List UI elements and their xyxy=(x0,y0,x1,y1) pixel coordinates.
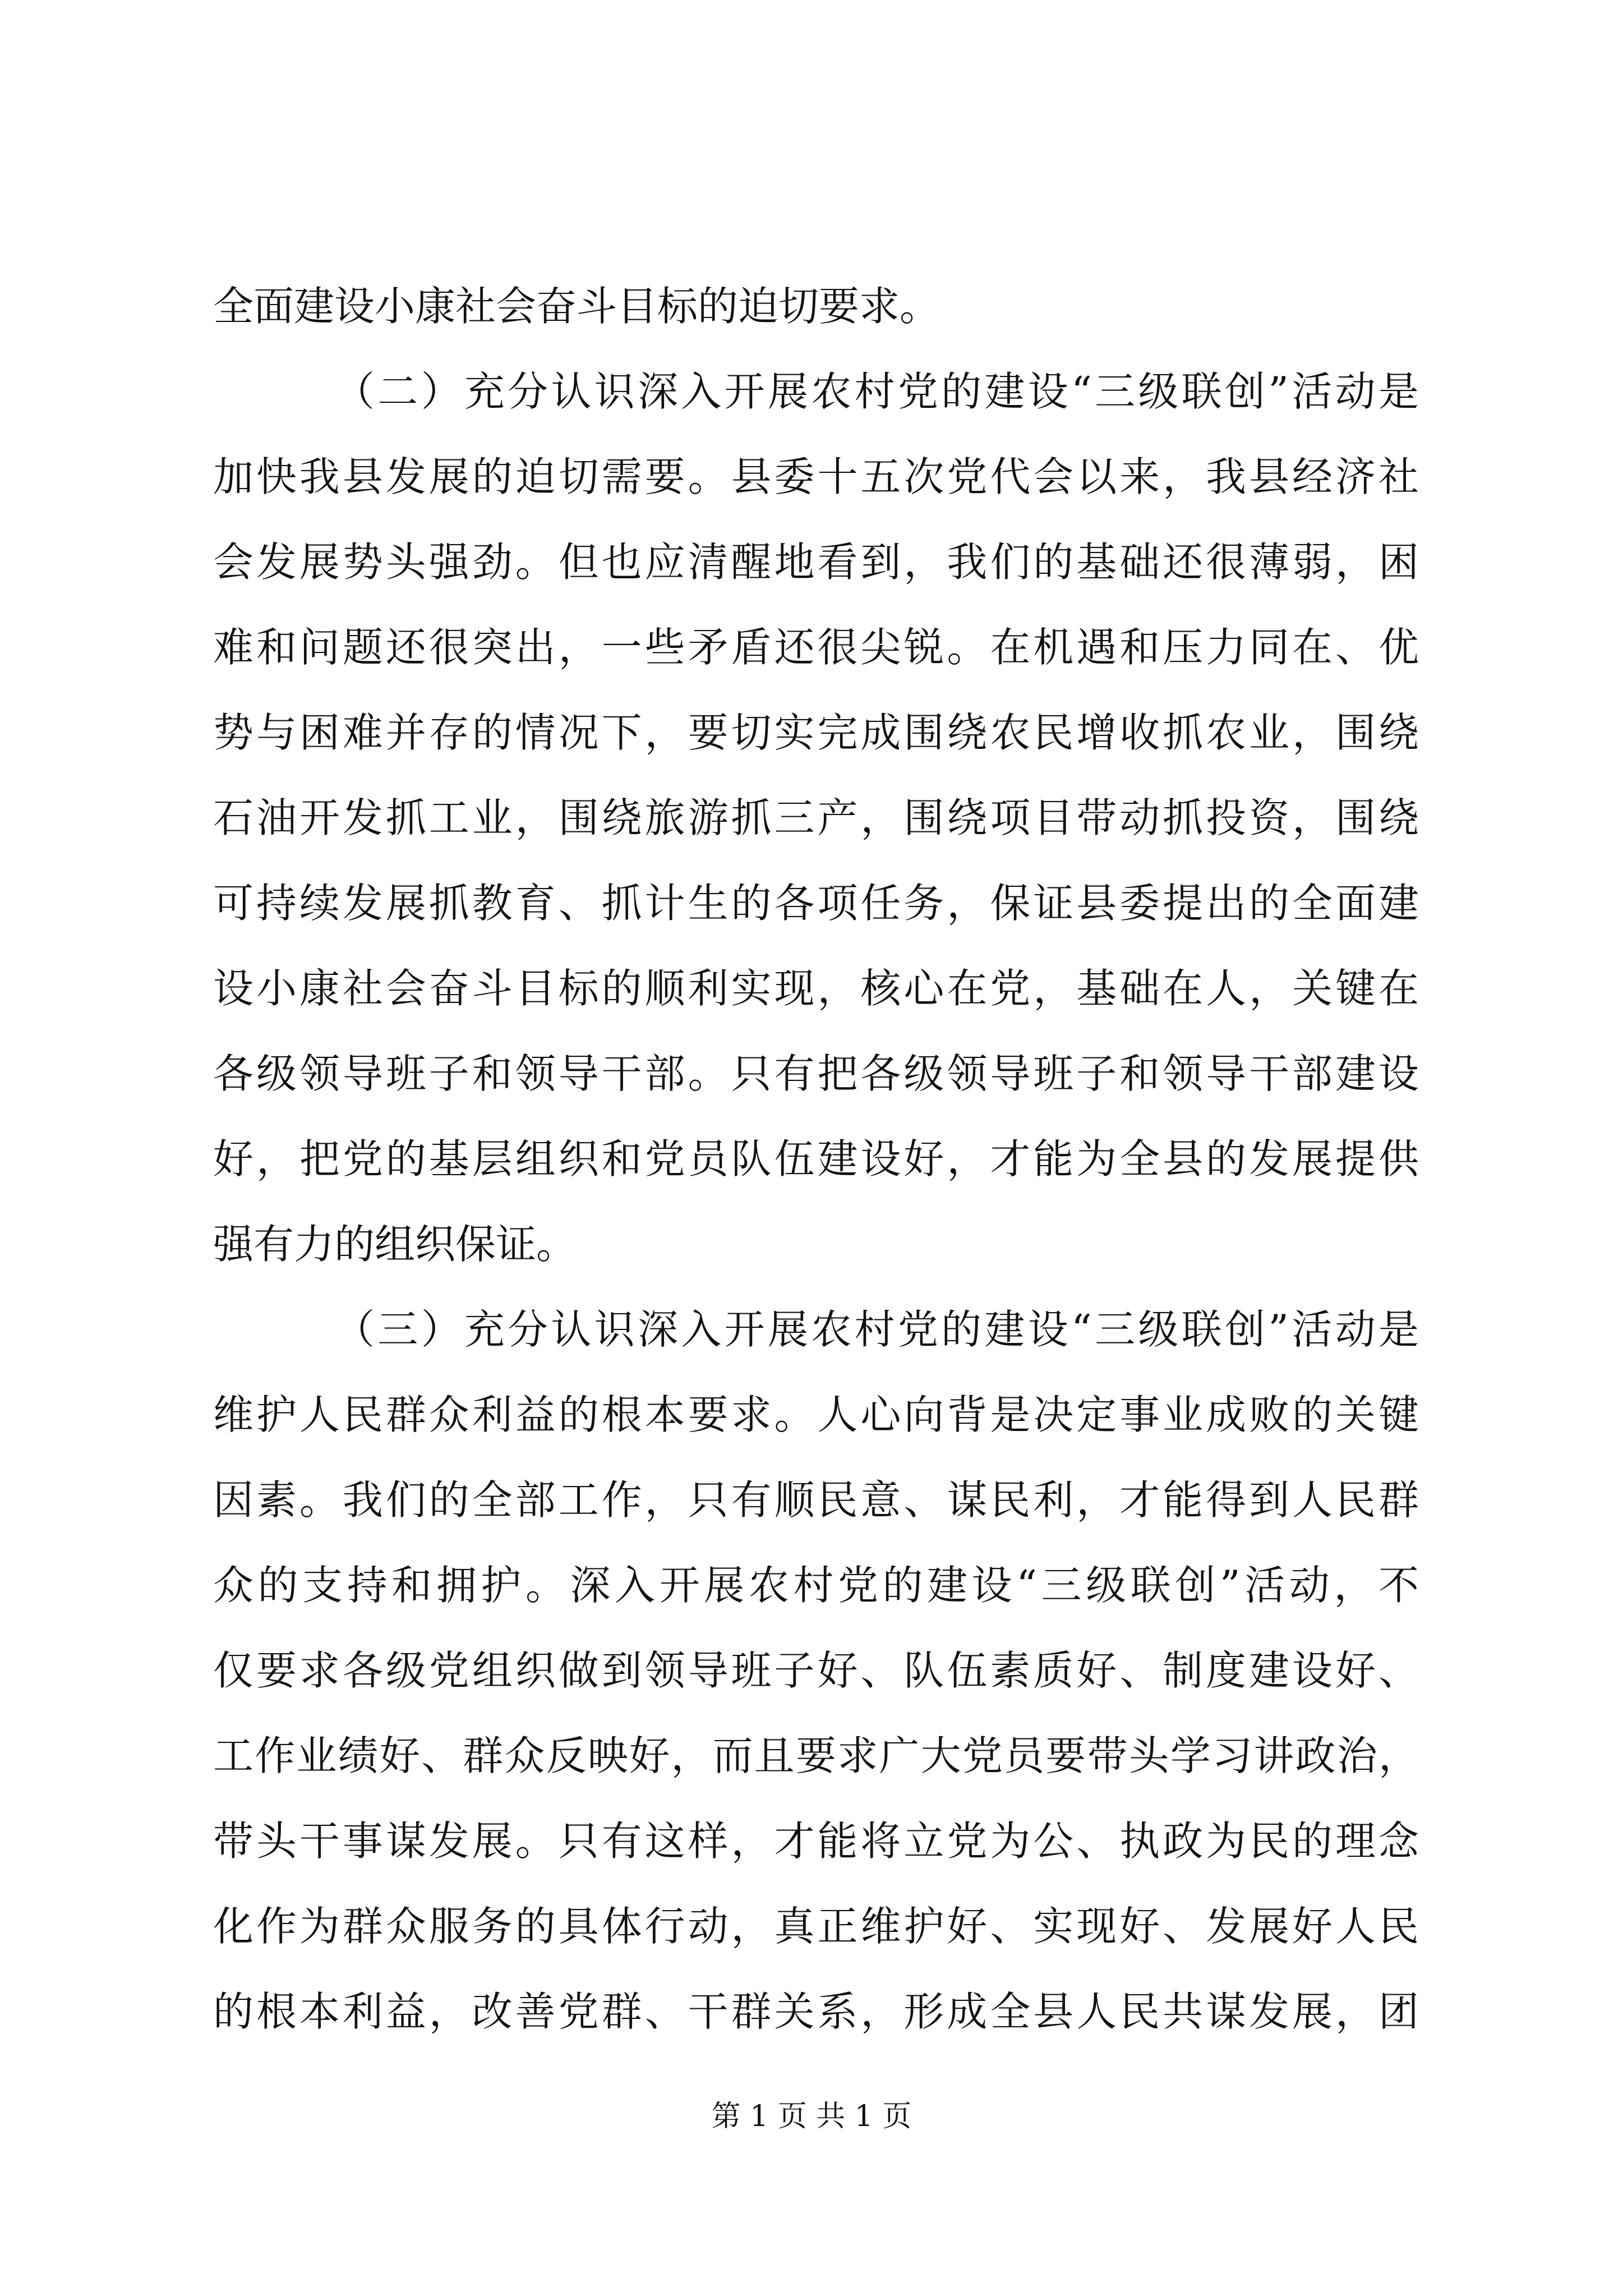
paragraph-line: 的根本利益，改善党群、干群关系，形成全县人民共谋发展，团 xyxy=(213,1988,1419,2035)
paragraph-line: 众的支持和拥护。深入开展农村党的建设“三级联创”活动，不 xyxy=(213,1562,1419,1609)
paragraph-line: 工作业绩好、群众反映好，而且要求广大党员要带头学习讲政治， xyxy=(213,1732,1419,1779)
paragraph-line: （三）充分认识深入开展农村党的建设“三级联创”活动是 xyxy=(334,1306,1419,1353)
paragraph-line: 带头干事谋发展。只有这样，才能将立党为公、执政为民的理念 xyxy=(213,1818,1419,1865)
paragraph-line: 设小康社会奋斗目标的顺利实现，核心在党，基础在人，关键在 xyxy=(213,965,1419,1012)
paragraph-line: 化作为群众服务的具体行动，真正维护好、实现好、发展好人民 xyxy=(213,1903,1419,1950)
paragraph-line: 全面建设小康社会奋斗目标的迫切要求。 xyxy=(213,283,940,330)
page-number: 第 1 页 共 1 页 xyxy=(711,2100,912,2133)
paragraph-line: 石油开发抓工业，围绕旅游抓三产，围绕项目带动抓投资，围绕 xyxy=(213,794,1419,841)
paragraph-line: 会发展势头强劲。但也应清醒地看到，我们的基础还很薄弱，困 xyxy=(213,539,1419,586)
paragraph-line: 维护人民群众利益的根本要求。人心向背是决定事业成败的关键 xyxy=(213,1391,1419,1438)
paragraph-line: 加快我县发展的迫切需要。县委十五次党代会以来，我县经济社 xyxy=(213,453,1419,500)
paragraph-line: 可持续发展抓教育、抓计生的各项任务，保证县委提出的全面建 xyxy=(213,880,1419,927)
page-footer xyxy=(0,2097,1623,2136)
paragraph-line: 各级领导班子和领导干部。只有把各级领导班子和领导干部建设 xyxy=(213,1050,1419,1097)
paragraph-line: 好，把党的基层组织和党员队伍建设好，才能为全县的发展提供 xyxy=(213,1135,1419,1182)
paragraph-line: 强有力的组织保证。 xyxy=(213,1221,577,1268)
paragraph-line: （二）充分认识深入开展农村党的建设“三级联创”活动是 xyxy=(334,368,1419,415)
paragraph-line: 因素。我们的全部工作，只有顺民意、谋民利，才能得到人民群 xyxy=(213,1476,1419,1524)
body-text xyxy=(213,264,1419,2054)
paragraph-line: 难和问题还很突出，一些矛盾还很尖锐。在机遇和压力同在、优 xyxy=(213,624,1419,671)
paragraph-line: 势与困难并存的情况下，要切实完成围绕农民增收抓农业，围绕 xyxy=(213,709,1419,756)
paragraph-line: 仅要求各级党组织做到领导班子好、队伍素质好、制度建设好、 xyxy=(213,1647,1419,1694)
